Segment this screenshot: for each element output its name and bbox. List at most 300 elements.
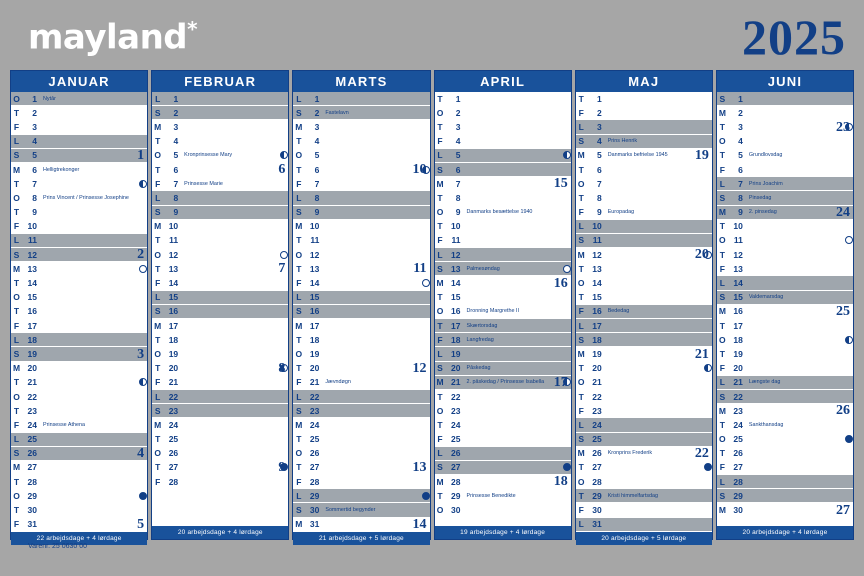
day-of-week: L bbox=[578, 320, 584, 331]
day-number: 3 bbox=[738, 121, 743, 132]
day-note: Dronning Margrethe II bbox=[466, 308, 519, 315]
day-note: Prins Vincent / Prinsesse Josephine bbox=[43, 194, 129, 201]
day-row[interactable] bbox=[11, 390, 147, 404]
day-row[interactable] bbox=[152, 220, 288, 234]
day-row[interactable] bbox=[717, 135, 853, 149]
day-row[interactable] bbox=[152, 191, 288, 205]
day-row[interactable] bbox=[576, 220, 712, 234]
month-workdays-summary: 19 arbejdsdage + 4 lørdage bbox=[435, 526, 571, 539]
day-row[interactable] bbox=[11, 149, 147, 163]
day-of-week: O bbox=[13, 192, 20, 203]
day-of-week: T bbox=[719, 348, 725, 359]
day-row[interactable] bbox=[293, 433, 429, 447]
day-number: 3 bbox=[173, 121, 179, 132]
day-row[interactable] bbox=[435, 489, 571, 503]
day-row[interactable] bbox=[293, 390, 429, 404]
day-row[interactable] bbox=[576, 92, 712, 106]
day-of-week: L bbox=[437, 348, 443, 359]
day-row[interactable] bbox=[576, 319, 712, 333]
day-number: 10 bbox=[733, 221, 743, 232]
day-row[interactable] bbox=[293, 291, 429, 305]
month-workdays-summary: 21 arbejdsdage + 5 lørdage bbox=[293, 532, 429, 545]
day-row[interactable] bbox=[11, 305, 147, 319]
day-row[interactable] bbox=[293, 262, 429, 276]
day-row[interactable] bbox=[152, 447, 288, 461]
day-row[interactable] bbox=[293, 376, 429, 390]
day-row[interactable] bbox=[717, 475, 853, 489]
day-row[interactable] bbox=[293, 191, 429, 205]
day-row[interactable] bbox=[11, 191, 147, 205]
day-row[interactable] bbox=[717, 191, 853, 205]
day-of-week: L bbox=[578, 419, 584, 430]
day-of-week: F bbox=[719, 164, 725, 175]
day-row[interactable] bbox=[11, 461, 147, 475]
day-of-week: T bbox=[578, 263, 584, 274]
day-row[interactable] bbox=[717, 447, 853, 461]
day-number: 30 bbox=[733, 505, 743, 516]
day-number: 31 bbox=[309, 519, 320, 530]
day-number: 2 bbox=[32, 107, 37, 118]
day-of-week: L bbox=[13, 334, 20, 345]
day-of-week: T bbox=[437, 292, 443, 303]
week-number: 21 bbox=[694, 346, 709, 362]
day-row[interactable] bbox=[152, 433, 288, 447]
day-row[interactable] bbox=[11, 518, 147, 532]
day-row[interactable] bbox=[717, 489, 853, 503]
day-of-week: T bbox=[155, 235, 161, 246]
day-note: Helligtrekonger bbox=[43, 166, 80, 173]
day-row[interactable] bbox=[293, 418, 429, 432]
day-number: 3 bbox=[32, 121, 37, 132]
day-of-week: T bbox=[719, 150, 725, 161]
day-row[interactable] bbox=[152, 276, 288, 290]
day-row[interactable] bbox=[293, 276, 429, 290]
day-row[interactable] bbox=[576, 234, 712, 248]
day-row[interactable] bbox=[152, 135, 288, 149]
week-number: 19 bbox=[694, 147, 709, 163]
day-number: 13 bbox=[309, 263, 320, 274]
day-row[interactable] bbox=[576, 390, 712, 404]
day-number: 27 bbox=[592, 462, 602, 473]
day-row[interactable] bbox=[293, 177, 429, 191]
day-row[interactable] bbox=[435, 106, 571, 120]
day-row[interactable] bbox=[11, 319, 147, 333]
day-row[interactable] bbox=[435, 418, 571, 432]
day-row[interactable] bbox=[576, 262, 712, 276]
day-row[interactable] bbox=[576, 305, 712, 319]
day-row[interactable] bbox=[152, 347, 288, 361]
day-row[interactable] bbox=[435, 135, 571, 149]
day-row[interactable] bbox=[435, 503, 571, 517]
moon-phase-icon bbox=[845, 236, 853, 244]
day-row[interactable] bbox=[152, 362, 288, 376]
day-row[interactable] bbox=[717, 418, 853, 432]
day-row[interactable] bbox=[152, 390, 288, 404]
day-row[interactable] bbox=[11, 92, 147, 106]
day-of-week: F bbox=[578, 306, 584, 317]
day-row[interactable] bbox=[435, 347, 571, 361]
day-row[interactable] bbox=[717, 276, 853, 290]
day-row[interactable] bbox=[11, 262, 147, 276]
day-row[interactable] bbox=[717, 92, 853, 106]
day-row[interactable] bbox=[576, 447, 712, 461]
day-row[interactable] bbox=[717, 362, 853, 376]
day-row[interactable] bbox=[11, 347, 147, 361]
day-number: 15 bbox=[451, 292, 461, 303]
day-row[interactable] bbox=[717, 333, 853, 347]
day-row[interactable] bbox=[717, 220, 853, 234]
day-row[interactable] bbox=[11, 376, 147, 390]
day-row[interactable] bbox=[435, 206, 571, 220]
day-of-week: L bbox=[578, 121, 584, 132]
day-of-week: L bbox=[719, 178, 725, 189]
day-row[interactable] bbox=[576, 149, 712, 163]
day-row[interactable] bbox=[435, 333, 571, 347]
month-title: FEBRUAR bbox=[152, 71, 288, 92]
day-row[interactable] bbox=[152, 333, 288, 347]
day-row[interactable] bbox=[576, 404, 712, 418]
month-days bbox=[11, 92, 147, 532]
day-row[interactable] bbox=[152, 234, 288, 248]
day-row[interactable] bbox=[435, 319, 571, 333]
moon-phase-icon bbox=[139, 492, 147, 500]
day-row[interactable] bbox=[293, 319, 429, 333]
day-row[interactable] bbox=[152, 475, 288, 489]
day-row[interactable] bbox=[11, 475, 147, 489]
brand-mark: * bbox=[187, 16, 198, 41]
day-row[interactable] bbox=[11, 404, 147, 418]
day-row[interactable] bbox=[717, 319, 853, 333]
week-number: 15 bbox=[553, 176, 568, 192]
day-row[interactable] bbox=[576, 291, 712, 305]
day-of-week: O bbox=[436, 505, 444, 516]
day-row[interactable] bbox=[152, 120, 288, 134]
day-row[interactable] bbox=[576, 433, 712, 447]
day-row[interactable] bbox=[293, 234, 429, 248]
day-of-week: S bbox=[437, 164, 443, 175]
day-number: 17 bbox=[168, 320, 179, 331]
day-of-week: S bbox=[154, 107, 161, 118]
day-number: 10 bbox=[168, 221, 179, 232]
day-of-week: T bbox=[13, 377, 20, 388]
day-row[interactable] bbox=[576, 276, 712, 290]
day-row[interactable] bbox=[435, 390, 571, 404]
day-row[interactable] bbox=[152, 461, 288, 475]
day-number: 22 bbox=[168, 391, 179, 402]
day-row[interactable] bbox=[11, 177, 147, 191]
day-row[interactable] bbox=[435, 163, 571, 177]
day-number: 21 bbox=[168, 377, 179, 388]
day-row[interactable] bbox=[435, 447, 571, 461]
day-number: 26 bbox=[451, 448, 461, 459]
day-note: Jævndøgn bbox=[325, 379, 351, 386]
day-number: 20 bbox=[592, 363, 602, 374]
day-row[interactable] bbox=[293, 503, 429, 517]
day-row[interactable] bbox=[576, 503, 712, 517]
day-number: 21 bbox=[592, 377, 602, 388]
day-row[interactable] bbox=[11, 234, 147, 248]
day-number: 13 bbox=[733, 263, 743, 274]
day-number: 11 bbox=[592, 235, 602, 246]
day-of-week: O bbox=[577, 476, 585, 487]
day-of-week: O bbox=[13, 93, 20, 104]
day-row[interactable] bbox=[435, 177, 571, 191]
day-row[interactable] bbox=[11, 120, 147, 134]
day-row[interactable] bbox=[11, 135, 147, 149]
day-row[interactable] bbox=[293, 347, 429, 361]
day-of-week: T bbox=[155, 136, 161, 147]
day-number: 14 bbox=[309, 278, 320, 289]
day-note: Prins Henrik bbox=[607, 138, 638, 145]
day-of-week: T bbox=[155, 334, 161, 345]
day-of-week: S bbox=[154, 405, 161, 416]
day-of-week: T bbox=[155, 434, 161, 445]
day-of-week: T bbox=[155, 164, 161, 175]
day-of-week: S bbox=[719, 93, 726, 104]
day-row[interactable] bbox=[717, 390, 853, 404]
day-row[interactable] bbox=[11, 433, 147, 447]
day-row[interactable] bbox=[11, 503, 147, 517]
day-row[interactable] bbox=[11, 489, 147, 503]
day-row[interactable] bbox=[293, 149, 429, 163]
moon-phase-icon bbox=[704, 463, 712, 471]
day-number: 6 bbox=[314, 164, 320, 175]
day-row[interactable] bbox=[435, 362, 571, 376]
day-row[interactable] bbox=[576, 106, 712, 120]
day-of-week: T bbox=[296, 363, 302, 374]
day-number: 23 bbox=[451, 405, 461, 416]
day-row[interactable] bbox=[152, 305, 288, 319]
day-row[interactable] bbox=[576, 248, 712, 262]
day-row[interactable] bbox=[717, 262, 853, 276]
day-of-week: M bbox=[718, 505, 726, 516]
day-of-week: T bbox=[437, 121, 443, 132]
day-row[interactable] bbox=[152, 163, 288, 177]
day-row[interactable] bbox=[435, 191, 571, 205]
day-row[interactable] bbox=[435, 248, 571, 262]
day-row[interactable] bbox=[435, 305, 571, 319]
day-row[interactable] bbox=[11, 276, 147, 290]
day-of-week: T bbox=[437, 391, 443, 402]
day-row[interactable] bbox=[576, 120, 712, 134]
day-row[interactable] bbox=[717, 347, 853, 361]
day-of-week: F bbox=[13, 121, 20, 132]
day-number: 18 bbox=[27, 334, 37, 345]
day-row[interactable] bbox=[293, 135, 429, 149]
day-of-week: S bbox=[578, 334, 585, 345]
day-row[interactable] bbox=[293, 489, 429, 503]
week-number: 11 bbox=[413, 261, 427, 277]
day-note: Valdemarsdag bbox=[748, 294, 784, 301]
day-row[interactable] bbox=[576, 418, 712, 432]
day-row[interactable] bbox=[152, 291, 288, 305]
day-number: 21 bbox=[451, 377, 461, 388]
day-row[interactable] bbox=[293, 333, 429, 347]
day-row[interactable] bbox=[576, 206, 712, 220]
day-row[interactable] bbox=[152, 376, 288, 390]
day-row[interactable] bbox=[152, 248, 288, 262]
day-number: 28 bbox=[27, 476, 37, 487]
day-number: 15 bbox=[733, 292, 743, 303]
day-row[interactable] bbox=[717, 234, 853, 248]
day-row[interactable] bbox=[293, 163, 429, 177]
day-row[interactable] bbox=[152, 106, 288, 120]
day-of-week: O bbox=[577, 377, 585, 388]
day-row[interactable] bbox=[293, 305, 429, 319]
day-row[interactable] bbox=[435, 376, 571, 390]
item-number: Varenr. 25 0630 00 bbox=[28, 543, 88, 550]
day-number: 30 bbox=[592, 505, 602, 516]
day-row[interactable] bbox=[435, 433, 571, 447]
day-row[interactable] bbox=[11, 291, 147, 305]
week-number: 4 bbox=[137, 445, 145, 461]
day-of-week: S bbox=[296, 306, 302, 317]
day-row[interactable] bbox=[576, 163, 712, 177]
day-of-week: M bbox=[12, 263, 21, 274]
day-row[interactable] bbox=[293, 220, 429, 234]
day-row[interactable] bbox=[293, 447, 429, 461]
day-row[interactable] bbox=[576, 347, 712, 361]
day-row[interactable] bbox=[717, 106, 853, 120]
day-of-week: S bbox=[13, 348, 20, 359]
day-row[interactable] bbox=[576, 475, 712, 489]
day-row[interactable] bbox=[11, 333, 147, 347]
day-row[interactable] bbox=[717, 163, 853, 177]
day-number: 10 bbox=[27, 221, 37, 232]
day-row[interactable] bbox=[11, 248, 147, 262]
day-number: 25 bbox=[309, 434, 320, 445]
day-number: 16 bbox=[451, 306, 461, 317]
day-row[interactable] bbox=[11, 418, 147, 432]
day-number: 10 bbox=[309, 221, 320, 232]
day-note: Sommertid begynder bbox=[325, 507, 376, 514]
day-row[interactable] bbox=[152, 206, 288, 220]
day-of-week: T bbox=[13, 207, 20, 218]
day-row[interactable] bbox=[152, 92, 288, 106]
day-row[interactable] bbox=[293, 475, 429, 489]
day-of-week: M bbox=[154, 121, 162, 132]
day-number: 11 bbox=[310, 235, 320, 246]
day-row[interactable] bbox=[435, 220, 571, 234]
day-row[interactable] bbox=[717, 248, 853, 262]
day-row[interactable] bbox=[576, 177, 712, 191]
day-row[interactable] bbox=[293, 120, 429, 134]
day-row[interactable] bbox=[717, 433, 853, 447]
day-row[interactable] bbox=[293, 248, 429, 262]
day-row[interactable] bbox=[717, 376, 853, 390]
brand-name: mayland bbox=[28, 17, 188, 58]
day-row[interactable] bbox=[152, 418, 288, 432]
day-row[interactable] bbox=[717, 461, 853, 475]
day-of-week: M bbox=[436, 178, 444, 189]
day-of-week: T bbox=[578, 462, 584, 473]
day-row[interactable] bbox=[576, 489, 712, 503]
day-row[interactable] bbox=[717, 291, 853, 305]
day-of-week: S bbox=[719, 192, 726, 203]
day-number: 12 bbox=[27, 249, 37, 260]
day-row[interactable] bbox=[576, 135, 712, 149]
day-row[interactable] bbox=[293, 461, 429, 475]
day-of-week: S bbox=[13, 249, 20, 260]
day-row[interactable] bbox=[435, 262, 571, 276]
day-of-week: M bbox=[295, 519, 303, 530]
day-row[interactable] bbox=[11, 362, 147, 376]
day-row[interactable] bbox=[11, 220, 147, 234]
day-row[interactable] bbox=[293, 404, 429, 418]
week-number: 20 bbox=[694, 247, 709, 263]
month-column bbox=[434, 70, 572, 540]
day-row[interactable] bbox=[576, 333, 712, 347]
day-of-week: T bbox=[578, 363, 584, 374]
week-number: 16 bbox=[553, 275, 568, 291]
day-row[interactable] bbox=[152, 319, 288, 333]
day-row[interactable] bbox=[11, 206, 147, 220]
day-of-week: T bbox=[296, 334, 302, 345]
day-row[interactable] bbox=[717, 404, 853, 418]
day-number: 23 bbox=[733, 405, 743, 416]
day-row[interactable] bbox=[435, 404, 571, 418]
day-number: 16 bbox=[27, 306, 37, 317]
day-row[interactable] bbox=[293, 362, 429, 376]
day-row[interactable] bbox=[152, 262, 288, 276]
day-number: 4 bbox=[314, 136, 320, 147]
brand-logo bbox=[28, 17, 197, 57]
day-row[interactable] bbox=[152, 404, 288, 418]
day-of-week: M bbox=[577, 249, 585, 260]
day-row[interactable] bbox=[717, 149, 853, 163]
day-row[interactable] bbox=[11, 106, 147, 120]
day-number: 16 bbox=[733, 306, 743, 317]
day-row[interactable] bbox=[435, 461, 571, 475]
day-row[interactable] bbox=[435, 149, 571, 163]
day-row[interactable] bbox=[152, 177, 288, 191]
day-row[interactable] bbox=[576, 461, 712, 475]
day-of-week: F bbox=[719, 263, 725, 274]
week-number: 24 bbox=[836, 204, 851, 220]
day-row[interactable] bbox=[576, 376, 712, 390]
day-row[interactable] bbox=[11, 163, 147, 177]
day-row[interactable] bbox=[435, 291, 571, 305]
day-row[interactable] bbox=[293, 206, 429, 220]
day-note: Kronprinsesse Mary bbox=[184, 152, 233, 159]
day-row[interactable] bbox=[435, 475, 571, 489]
day-number: 24 bbox=[592, 419, 602, 430]
day-row[interactable] bbox=[293, 92, 429, 106]
day-row[interactable] bbox=[435, 120, 571, 134]
day-row[interactable] bbox=[717, 305, 853, 319]
day-row[interactable] bbox=[576, 518, 712, 532]
day-row[interactable] bbox=[717, 177, 853, 191]
day-row[interactable] bbox=[435, 92, 571, 106]
day-row[interactable] bbox=[293, 106, 429, 120]
day-row[interactable] bbox=[435, 276, 571, 290]
day-row[interactable] bbox=[435, 234, 571, 248]
day-row[interactable] bbox=[717, 503, 853, 517]
day-of-week: M bbox=[12, 462, 21, 473]
day-row[interactable] bbox=[152, 149, 288, 163]
day-row[interactable] bbox=[717, 120, 853, 134]
moon-phase-icon bbox=[280, 251, 288, 259]
day-row[interactable] bbox=[576, 191, 712, 205]
day-row[interactable] bbox=[11, 447, 147, 461]
day-of-week: T bbox=[13, 107, 20, 118]
day-number: 3 bbox=[596, 121, 602, 132]
day-row[interactable] bbox=[576, 362, 712, 376]
day-of-week: O bbox=[295, 348, 303, 359]
day-number: 14 bbox=[733, 278, 743, 289]
day-row[interactable] bbox=[293, 518, 429, 532]
day-row[interactable] bbox=[717, 206, 853, 220]
